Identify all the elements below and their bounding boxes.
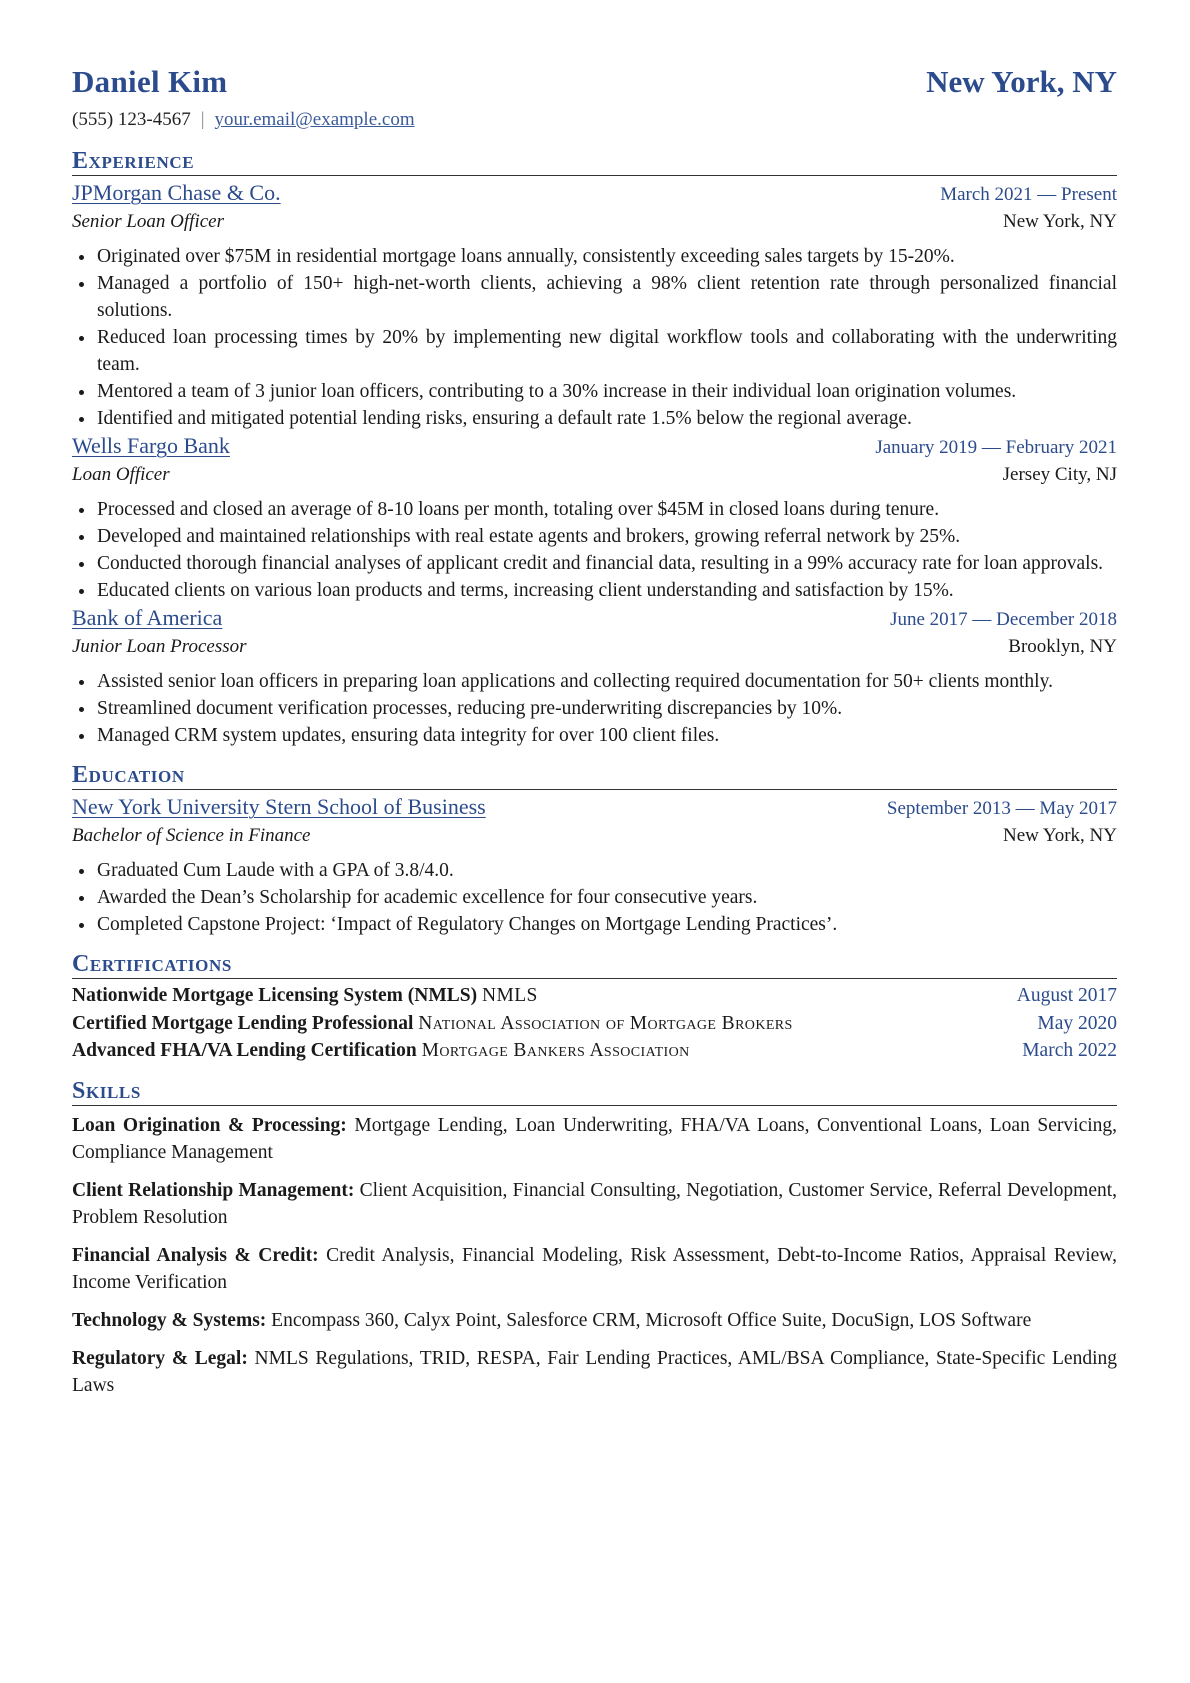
- certification-name: Nationwide Mortgage Licensing System (NMLS): [72, 985, 478, 1006]
- section-title-certifications: Certifications: [72, 950, 1117, 979]
- bullet-item: Conducted thorough financial analyses of applicant credit and financial data, resulting in a 99% accuracy rate for loan approvals.: [72, 550, 1117, 577]
- skill-category: Client Relationship Management:: [72, 1179, 355, 1201]
- experience-entry: [72, 179, 1117, 432]
- bullet-item: Reduced loan processing times by 20% by implementing new digital workflow tools and collaborating with the underwriting team.: [72, 324, 1117, 378]
- job-dates: January 2019 — February 2021: [875, 437, 1117, 458]
- skill-group: [72, 1177, 1117, 1231]
- experience-entry: [72, 604, 1117, 749]
- certification-item: [72, 1010, 1117, 1038]
- bullet-item: Completed Capstone Project: ‘Impact of Regulatory Changes on Mortgage Lending Practices’.: [72, 911, 1117, 938]
- bullet-item: Streamlined document verification processes, reducing pre-underwriting discrepancies by 10%.: [72, 695, 1117, 722]
- skill-items: Encompass 360, Calyx Point, Salesforce CRM, Microsoft Office Suite, DocuSign, LOS Software: [271, 1309, 1032, 1331]
- certification-issuer: Mortgage Bankers Association: [421, 1040, 690, 1061]
- bullet-list: [72, 668, 1117, 749]
- skill-items: NMLS Regulations, TRID, RESPA, Fair Lending Practices, AML/BSA Compliance, State-Specific Lending Laws: [72, 1347, 1118, 1396]
- experience-entry: [72, 432, 1117, 604]
- bullet-list: [72, 857, 1117, 938]
- job-title: Senior Loan Officer: [72, 211, 224, 232]
- bullet-list: [72, 243, 1117, 432]
- certification-date: May 2020: [1037, 1012, 1117, 1034]
- skill-group: [72, 1242, 1117, 1296]
- skill-items: Client Acquisition, Financial Consulting, Negotiation, Customer Service, Referral Development, Problem Resolution: [72, 1179, 1118, 1228]
- section-title-skills: Skills: [72, 1077, 1117, 1106]
- certification-issuer: NMLS: [482, 985, 538, 1006]
- job-title: Loan Officer: [72, 464, 170, 485]
- skill-category: Financial Analysis & Credit:: [72, 1244, 319, 1266]
- skill-items: Mortgage Lending, Loan Underwriting, FHA/VA Loans, Conventional Loans, Loan Servicing, Compliance Management: [72, 1114, 1118, 1163]
- company-link[interactable]: Bank of America: [72, 605, 223, 630]
- contact-line: [72, 106, 1117, 133]
- certifications-list: [72, 982, 1117, 1065]
- bullet-item: Developed and maintained relationships with real estate agents and brokers, growing referral network by 25%.: [72, 523, 1117, 550]
- section-title-education: Education: [72, 761, 1117, 790]
- email-link[interactable]: your.email@example.com: [214, 109, 415, 130]
- certification-date: March 2022: [1022, 1040, 1117, 1061]
- job-location: Brooklyn, NY: [1008, 636, 1117, 657]
- skills-list: [72, 1112, 1117, 1399]
- candidate-name: Daniel Kim: [72, 64, 228, 99]
- skill-category: Regulatory & Legal:: [72, 1347, 248, 1369]
- contact-separator: |: [200, 109, 205, 130]
- bullet-item: Managed a portfolio of 150+ high-net-worth clients, achieving a 98% client retention rate through personalized financial solutions.: [72, 270, 1117, 324]
- bullet-item: Managed CRM system updates, ensuring data integrity for over 100 client files.: [72, 722, 1117, 749]
- skill-category: Technology & Systems:: [72, 1309, 267, 1331]
- certification-name: Certified Mortgage Lending Professional: [72, 1012, 414, 1034]
- bullet-item: Assisted senior loan officers in preparing loan applications and collecting required documentation for 50+ clients monthly.: [72, 668, 1117, 695]
- job-dates: June 2017 — December 2018: [890, 609, 1117, 630]
- job-title: Junior Loan Processor: [72, 636, 247, 657]
- company-link[interactable]: JPMorgan Chase & Co.: [72, 180, 281, 205]
- bullet-item: Awarded the Dean’s Scholarship for academic excellence for four consecutive years.: [72, 884, 1117, 911]
- job-location: New York, NY: [1002, 211, 1117, 232]
- skill-category: Loan Origination & Processing:: [72, 1114, 347, 1136]
- skill-items: Credit Analysis, Financial Modeling, Risk Assessment, Debt-to-Income Ratios, Appraisal Review, Income Verification: [72, 1244, 1117, 1293]
- education-location: New York, NY: [1002, 825, 1117, 846]
- bullet-item: Educated clients on various loan products and terms, increasing client understanding and satisfaction by 15%.: [72, 577, 1117, 604]
- education-dates: September 2013 — May 2017: [886, 798, 1117, 819]
- section-title-experience: Experience: [72, 147, 1117, 176]
- certification-item: [72, 1037, 1117, 1065]
- skill-group: [72, 1307, 1117, 1334]
- certification-item: [72, 982, 1117, 1010]
- skill-group: [72, 1112, 1117, 1166]
- degree: Bachelor of Science in Finance: [72, 825, 311, 846]
- candidate-location: New York, NY: [926, 64, 1117, 99]
- resume-page: [72, 62, 1117, 1410]
- bullet-item: Mentored a team of 3 junior loan officers, contributing to a 30% increase in their individual loan origination volumes.: [72, 378, 1117, 405]
- school-link[interactable]: New York University Stern School of Business: [72, 794, 486, 819]
- phone-number: (555) 123-4567: [72, 109, 191, 130]
- bullet-list: [72, 496, 1117, 604]
- certification-date: August 2017: [1016, 985, 1117, 1006]
- skill-group: [72, 1345, 1117, 1399]
- bullet-item: Graduated Cum Laude with a GPA of 3.8/4.0.: [72, 857, 1117, 884]
- certification-name: Advanced FHA/VA Lending Certification: [72, 1040, 417, 1061]
- job-dates: March 2021 — Present: [940, 184, 1117, 205]
- bullet-item: Identified and mitigated potential lending risks, ensuring a default rate 1.5% below the regional average.: [72, 405, 1117, 432]
- education-entry: [72, 793, 1117, 938]
- resume-header: [72, 62, 1117, 102]
- bullet-item: Processed and closed an average of 8-10 loans per month, totaling over $45M in closed loans during tenure.: [72, 496, 1117, 523]
- job-location: Jersey City, NJ: [1002, 464, 1117, 485]
- company-link[interactable]: Wells Fargo Bank: [72, 433, 230, 458]
- bullet-item: Originated over $75M in residential mortgage loans annually, consistently exceeding sales targets by 15-20%.: [72, 243, 1117, 270]
- certification-issuer: National Association of Mortgage Brokers: [418, 1012, 793, 1034]
